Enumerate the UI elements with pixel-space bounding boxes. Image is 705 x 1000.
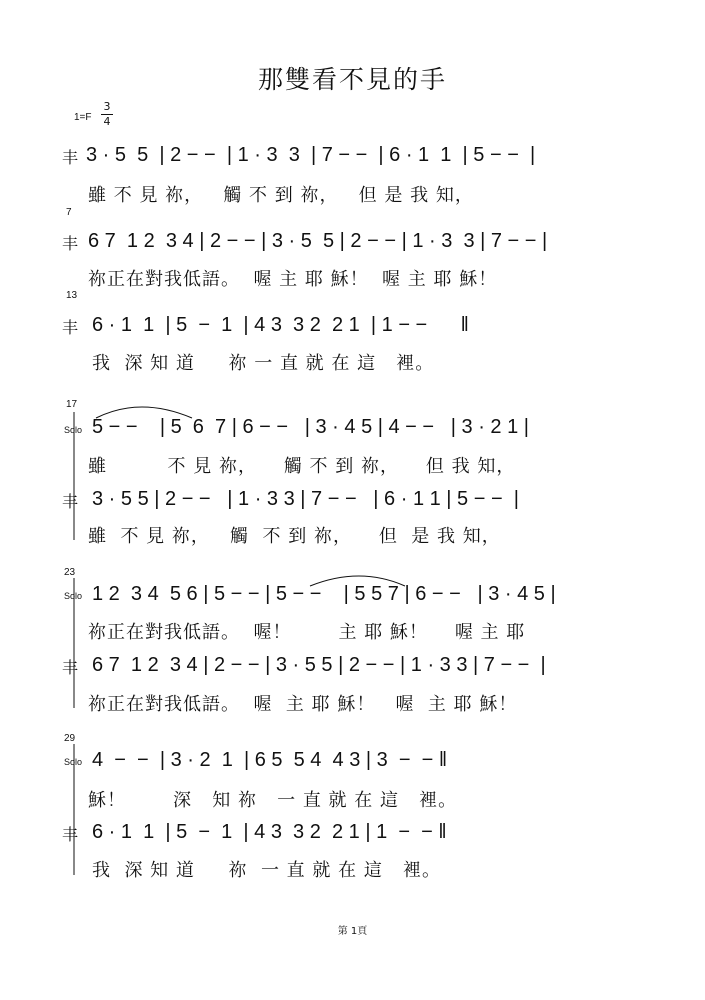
slur (96, 407, 192, 418)
measure-number: 17 (66, 399, 78, 410)
page-title: 那雙看不見的手 (257, 65, 447, 94)
solo-label: Solo (64, 425, 83, 435)
instrument-mark: 丰 (62, 318, 79, 337)
instrument-mark: 丰 (62, 492, 79, 511)
notation-row: 3 · 5 5 | 2 − − | 1 · 3 3 | 7 − − | 6 · 1 1 | 5 − − | (92, 488, 519, 510)
measure-number: 7 (66, 207, 72, 218)
lyrics-row: 我 深 知 道 祢 一 直 就 在 這 裡。 (92, 353, 435, 374)
lyrics-row: 祢正在對我低語。 喔 主 耶 穌！ 喔 主 耶 穌！ (88, 269, 498, 290)
lyrics-row: 雖 不 見 祢， 觸 不 到 祢， 但 是 我 知， (88, 185, 474, 206)
notation-row: 3 · 5 5 | 2 − − | 1 · 3 3 | 7 − − | 6 · 1 1 | 5 − − | (86, 144, 536, 166)
lyrics-row: 祢正在對我低語。 喔 主 耶 穌！ 喔 主 耶 穌！ (88, 694, 518, 715)
lyrics-row: 我 深 知 道 祢 一 直 就 在 這 裡。 (92, 860, 441, 881)
measure-number: 29 (64, 733, 76, 744)
instrument-mark: 丰 (62, 825, 79, 844)
page-footer: 第 1頁 (337, 926, 368, 937)
measure-number: 13 (66, 290, 78, 301)
notation-row: 1 2 3 4 5 6 | 5 − − | 5 − − | 5 5 7 | 6 − − | 3 · 4 5 | (92, 583, 556, 605)
notation-row: 5 − − | 5 6 7 | 6 − − | 3 · 4 5 | 4 − − | 3 · 2 1 | (92, 416, 529, 438)
instrument-mark: 丰 (62, 658, 79, 677)
measure-number: 23 (64, 567, 76, 578)
notation-row: 6 · 1 1 | 5 − 1 | 4 3 3 2 2 1 | 1 − − ‖ (92, 821, 447, 843)
lyrics-row: 穌！ 深 知 祢 一 直 就 在 這 裡。 (88, 790, 458, 811)
instrument-mark: 丰 (62, 234, 79, 253)
lyrics-row: 雖 不 見 祢， 觸 不 到 祢， 但 我 知， (88, 456, 516, 477)
notation-row: 6 7 1 2 3 4 | 2 − − | 3 · 5 5 | 2 − − | 1 · 3 3 | 7 − − | (92, 654, 546, 676)
solo-label: Solo (64, 757, 83, 767)
time-signature-top: 3 (103, 100, 111, 113)
key-signature: 1=F (74, 112, 92, 123)
lyrics-row: 雖 不 見 祢， 觸 不 到 祢， 但 是 我 知， (88, 526, 501, 547)
notation-row: 6 7 1 2 3 4 | 2 − − | 3 · 5 5 | 2 − − | 1 · 3 3 | 7 − − | (88, 230, 548, 252)
slur (310, 576, 405, 586)
notation-row: 6 · 1 1 | 5 − 1 | 4 3 3 2 2 1 | 1 − − ‖ (92, 314, 469, 336)
solo-label: Solo (64, 591, 83, 601)
lyrics-row: 祢正在對我低語。 喔！ 主 耶 穌！ 喔 主 耶 (88, 622, 526, 643)
time-signature-bottom: 4 (103, 115, 111, 128)
notation-row: 4 − − | 3 · 2 1 | 6 5 5 4 4 3 | 3 − − ‖ (92, 749, 448, 771)
instrument-mark: 丰 (62, 148, 79, 167)
